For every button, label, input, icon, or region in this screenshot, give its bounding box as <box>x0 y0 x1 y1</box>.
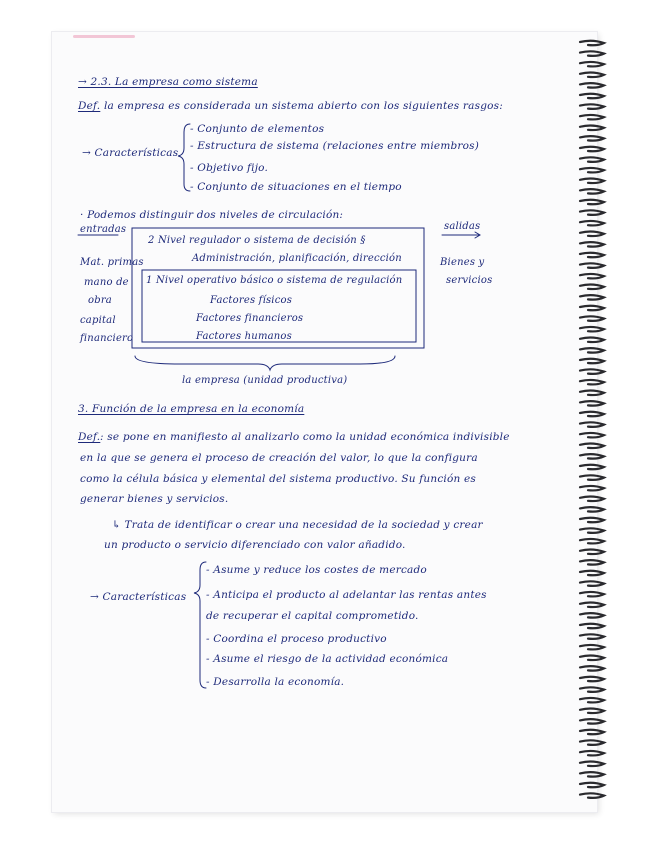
feature-item: - Objetivo fijo. <box>190 162 269 174</box>
upper-level-title: 2 Nivel regulador o sistema de decisión § <box>148 235 366 246</box>
section-heading-3: 3. Función de la empresa en la economía <box>78 403 305 415</box>
input-item: mano de <box>84 277 129 288</box>
company-brace <box>135 356 395 370</box>
output-item: Bienes y <box>440 257 485 268</box>
output-item: servicios <box>446 275 493 286</box>
feature-item: - Asume el riesgo de la actividad económica <box>206 653 449 665</box>
outputs-label: salidas <box>444 221 481 232</box>
definition-label: Def. <box>78 100 101 112</box>
feature-item: - Asume y reduce los costes de mercado <box>206 564 427 576</box>
features-brace-1 <box>178 124 190 191</box>
diagram-caption: la empresa (unidad productiva) <box>182 375 348 386</box>
outputs-arrow <box>442 232 480 238</box>
feature-item: - Anticipa el producto al adelantar las rentas antes <box>206 589 487 601</box>
upper-level-subtitle: Administración, planificación, dirección <box>192 253 402 264</box>
definition-line: generar bienes y servicios. <box>80 493 229 505</box>
note-line: ↳ Trata de identificar o crear una necesidad de la sociedad y crear <box>112 519 483 531</box>
note-line: un producto o servicio diferenciado con valor añadido. <box>104 539 406 551</box>
definition-line: : se pone en manifiesto al analizarlo como la unidad económica indivisible <box>100 431 510 443</box>
input-item: Mat. primas <box>80 257 144 268</box>
input-item: financiero <box>80 333 134 344</box>
feature-item: - Conjunto de situaciones en el tiempo <box>190 181 402 193</box>
lower-level-item: Factores humanos <box>196 331 292 342</box>
outer-level-box <box>132 228 424 348</box>
definition-line: como la célula básica y elemental del sistema productivo. Su función es <box>80 473 476 485</box>
feature-item: - Estructura de sistema (relaciones entre miembros) <box>190 140 480 152</box>
feature-item: de recuperar el capital comprometido. <box>206 610 419 622</box>
inputs-label: entradas <box>80 224 127 235</box>
definition-text: la empresa es considerada un sistema abierto con los siguientes rasgos: <box>104 100 503 112</box>
feature-item: - Conjunto de elementos <box>190 123 325 135</box>
lower-level-title: 1 Nivel operativo básico o sistema de regulación <box>146 275 403 286</box>
characteristics-label: → Características <box>90 591 187 603</box>
features-brace-2 <box>194 562 206 688</box>
feature-item: - Coordina el proceso productivo <box>206 633 387 645</box>
section-heading-2-3: → 2.3. La empresa como sistema <box>78 76 258 88</box>
definition-label: Def. <box>78 431 101 443</box>
feature-item: - Desarrolla la economía. <box>206 676 345 688</box>
input-item: capital <box>80 315 116 326</box>
lower-level-item: Factores financieros <box>196 313 304 324</box>
input-item: obra <box>88 295 112 306</box>
characteristics-label: → Características <box>82 147 179 159</box>
definition-line: en la que se genera el proceso de creación del valor, lo que la configura <box>80 452 478 464</box>
circulation-levels-intro: · Podemos distinguir dos niveles de circulación: <box>80 209 344 221</box>
lower-level-item: Factores físicos <box>210 295 293 306</box>
